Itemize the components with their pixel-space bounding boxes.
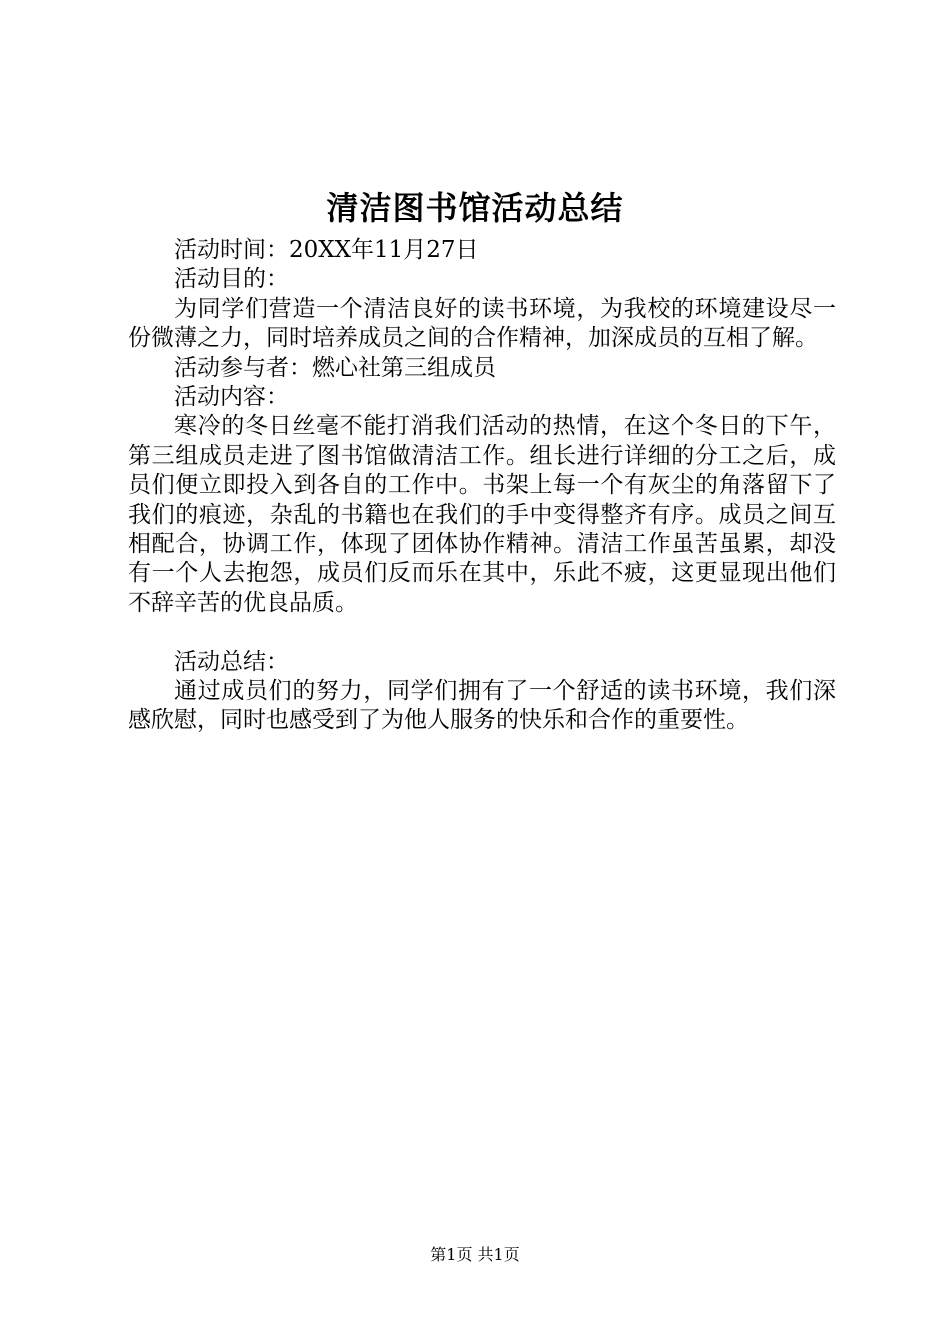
- activity-purpose-heading: 活动目的：: [174, 266, 289, 293]
- blank-line: [128, 618, 836, 647]
- activity-content-text: 寒冷的冬日丝毫不能打消我们活动的热情，在这个冬日的下午，第三组成员走进了图书馆做清洁工作。组长进行详细的分工之后，成员们便立即投入到各自的工作中。书架上每一个有灰尘的角落留下了我们的痕迹，杂乱的书籍也在我们的手中变得整齐有序。成员之间互相配合，协调工作，体现了团体协作精神。清洁工作虽苦虽累，却没有一个人去抱怨，成员们反而乐在其中，乐此不疲，这更显现出他们不辞辛苦的优良品质。: [128, 413, 836, 616]
- activity-summary-heading: 活动总结：: [174, 648, 289, 675]
- document-body: [128, 236, 836, 736]
- activity-content-heading: 活动内容：: [174, 384, 289, 411]
- document-title: 清洁图书馆活动总结: [326, 189, 624, 227]
- activity-time: 活动时间：20XX年11月27日: [174, 237, 479, 263]
- activity-participants: 活动参与者：燃心社第三组成员: [174, 354, 496, 381]
- activity-purpose-text: 为同学们营造一个清洁良好的读书环境，为我校的环境建设尽一份微薄之力，同时培养成员之间的合作精神，加深成员的互相了解。: [128, 295, 836, 352]
- page-footer: 第1页 共1页: [430, 1245, 520, 1264]
- activity-summary-text: 通过成员们的努力，同学们拥有了一个舒适的读书环境，我们深感欣慰，同时也感受到了为他人服务的快乐和合作的重要性。: [128, 678, 836, 734]
